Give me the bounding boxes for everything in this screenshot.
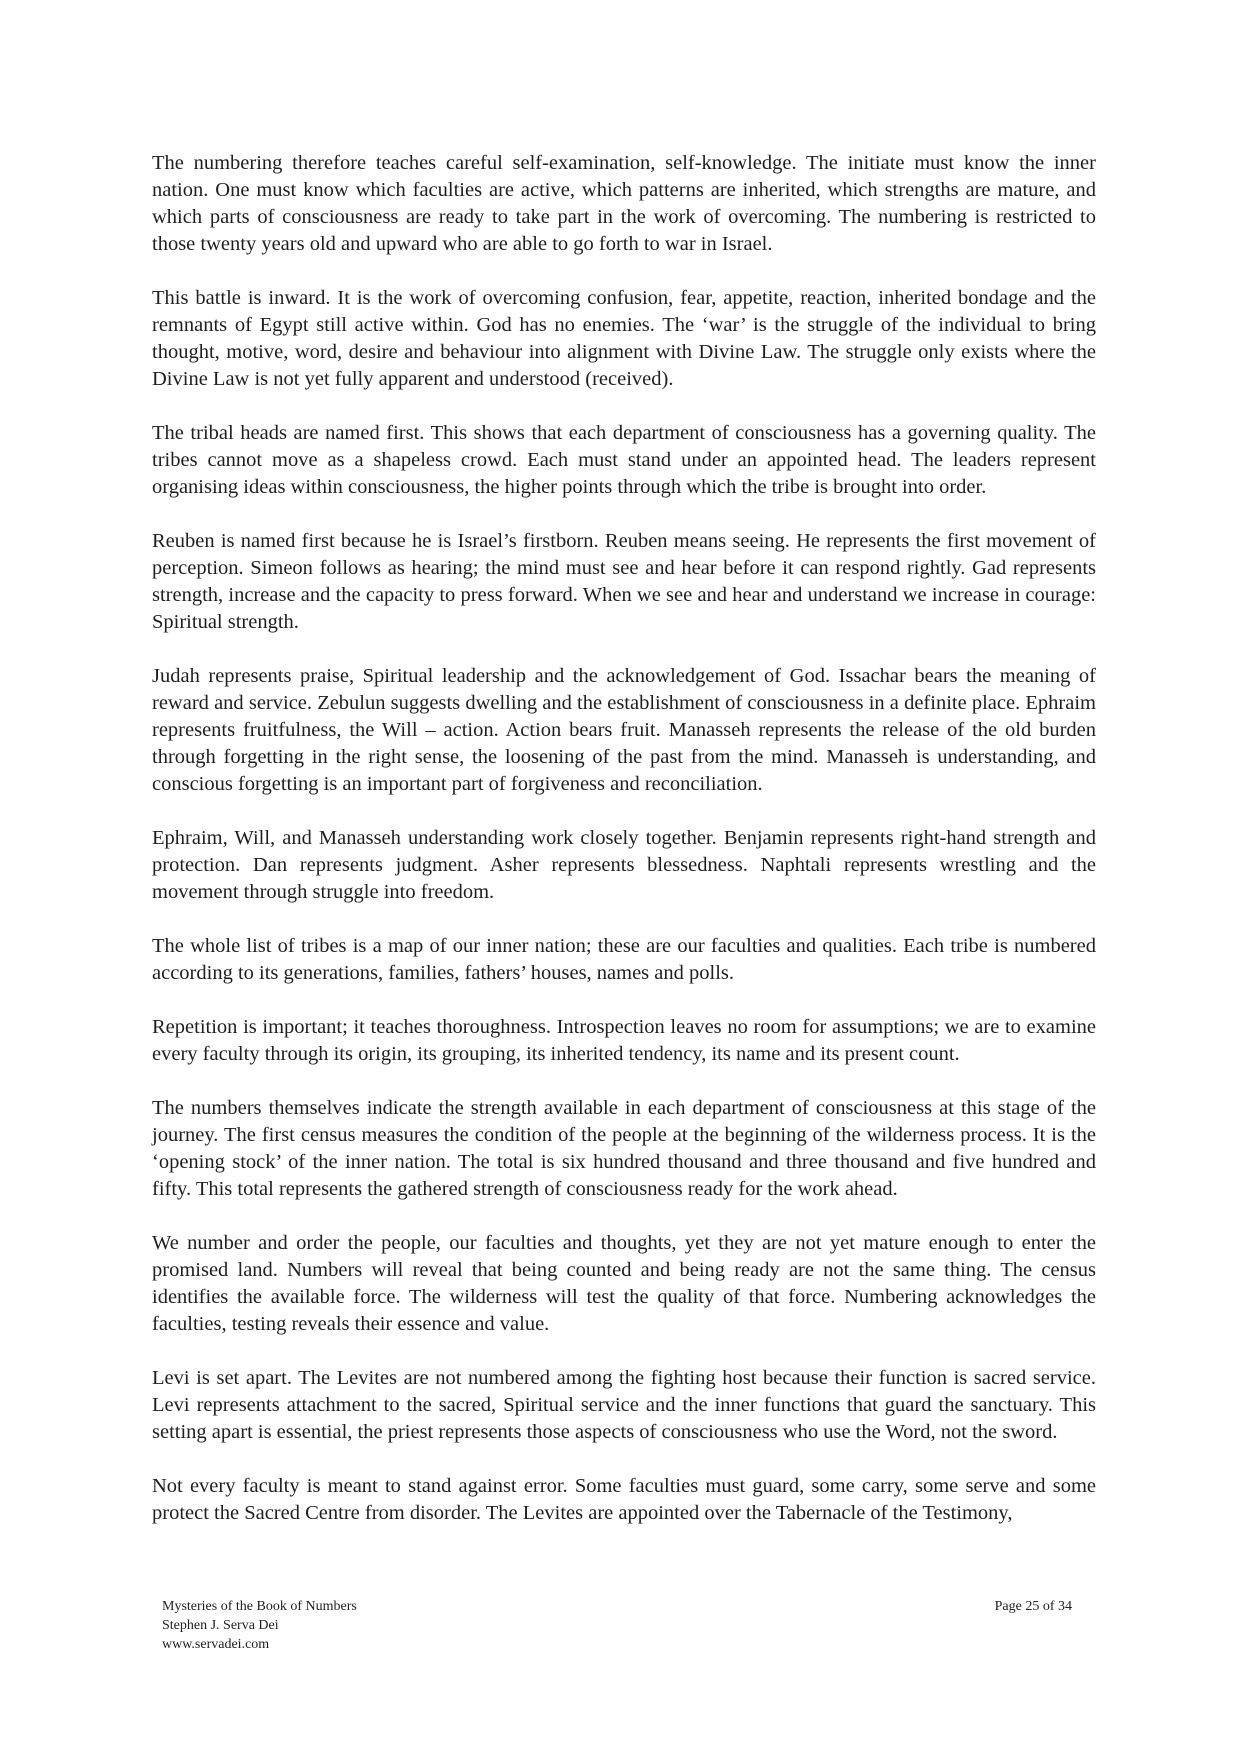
paragraph-1: The numbering therefore teaches careful self-examination, self-knowledge. The initiate must know the inner nation. One must know which faculties are active, which patterns are inherited, which strengths are mature, and which parts of consciousness are ready to take part in the work of overcoming. The numbering is restricted to those twenty years old and upward who are able to go forth to war in Israel. <box>152 152 1096 255</box>
footer-info <box>162 1597 357 1654</box>
paragraph-3: The tribal heads are named first. This shows that each department of consciousness has a governing quality. The tribes cannot move as a shapeless crowd. Each must stand under an appointed head. The leaders represent organising ideas within consciousness, the higher points through which the tribe is brought into order. <box>152 422 1096 498</box>
paragraph-8: Repetition is important; it teaches thoroughness. Introspection leaves no room for assumptions; we are to examine every faculty through its origin, its grouping, its inherited tendency, its name and its present count. <box>152 1016 1096 1065</box>
paragraph-6: Ephraim, Will, and Manasseh understanding work closely together. Benjamin represents right-hand strength and protection. Dan represents judgment. Asher represents blessedness. Naphtali represents wrestling and the movement through struggle into freedom. <box>152 827 1096 903</box>
paragraph-10: We number and order the people, our faculties and thoughts, yet they are not yet mature enough to enter the promised land. Numbers will reveal that being counted and being ready are not the same thing. The census identifies the available force. The wilderness will test the quality of that force. Numbering acknowledges the faculties, testing reveals their essence and value. <box>152 1232 1096 1335</box>
footer-website: www.servadei.com <box>162 1637 270 1652</box>
paragraph-7: The whole list of tribes is a map of our inner nation; these are our faculties and qualities. Each tribe is numbered according to its generations, families, fathers’ houses, names and polls. <box>152 935 1096 984</box>
paragraph-11: Levi is set apart. The Levites are not numbered among the fighting host because their function is sacred service. Levi represents attachment to the sacred, Spiritual service and the inner functions that guard the sanctuary. This setting apart is essential, the priest represents those aspects of consciousness who use the Word, not the sword. <box>152 1367 1096 1443</box>
paragraph-5: Judah represents praise, Spiritual leadership and the acknowledgement of God. Issachar bears the meaning of reward and service. Zebulun suggests dwelling and the establishment of consciousness in a definite place. Ephraim represents fruitfulness, the Will – action. Action bears fruit. Manasseh represents the release of the old burden through forgetting in the right sense, the loosening of the past from the mind. Manasseh is understanding, and conscious forgetting is an important part of forgiveness and reconciliation. <box>152 665 1096 795</box>
body-text <box>152 150 1096 1554</box>
footer-author: Stephen J. Serva Dei <box>162 1618 279 1633</box>
page-number: Page 25 of 34 <box>994 1599 1072 1614</box>
paragraph-12: Not every faculty is meant to stand against error. Some faculties must guard, some carry, some serve and some protect the Sacred Centre from disorder. The Levites are appointed over the Tabernacle of the Testimony, <box>152 1475 1096 1524</box>
footer-book-title: Mysteries of the Book of Numbers <box>162 1599 357 1614</box>
paragraph-4: Reuben is named first because he is Israel’s firstborn. Reuben means seeing. He represents the first movement of perception. Simeon follows as hearing; the mind must see and hear before it can respond rightly. Gad represents strength, increase and the capacity to press forward. When we see and hear and understand we increase in courage: Spiritual strength. <box>152 530 1096 633</box>
paragraph-2: This battle is inward. It is the work of overcoming confusion, fear, appetite, reaction, inherited bondage and the remnants of Egypt still active within. God has no enemies. The ‘war’ is the struggle of the individual to bring thought, motive, word, desire and behaviour into alignment with Divine Law. The struggle only exists where the Divine Law is not yet fully apparent and understood (received). <box>152 287 1096 390</box>
paragraph-9: The numbers themselves indicate the strength available in each department of consciousness at this stage of the journey. The first census measures the condition of the people at the beginning of the wilderness process. It is the ‘opening stock’ of the inner nation. The total is six hundred thousand and three thousand and five hundred and fifty. This total represents the gathered strength of consciousness ready for the work ahead. <box>152 1097 1096 1200</box>
